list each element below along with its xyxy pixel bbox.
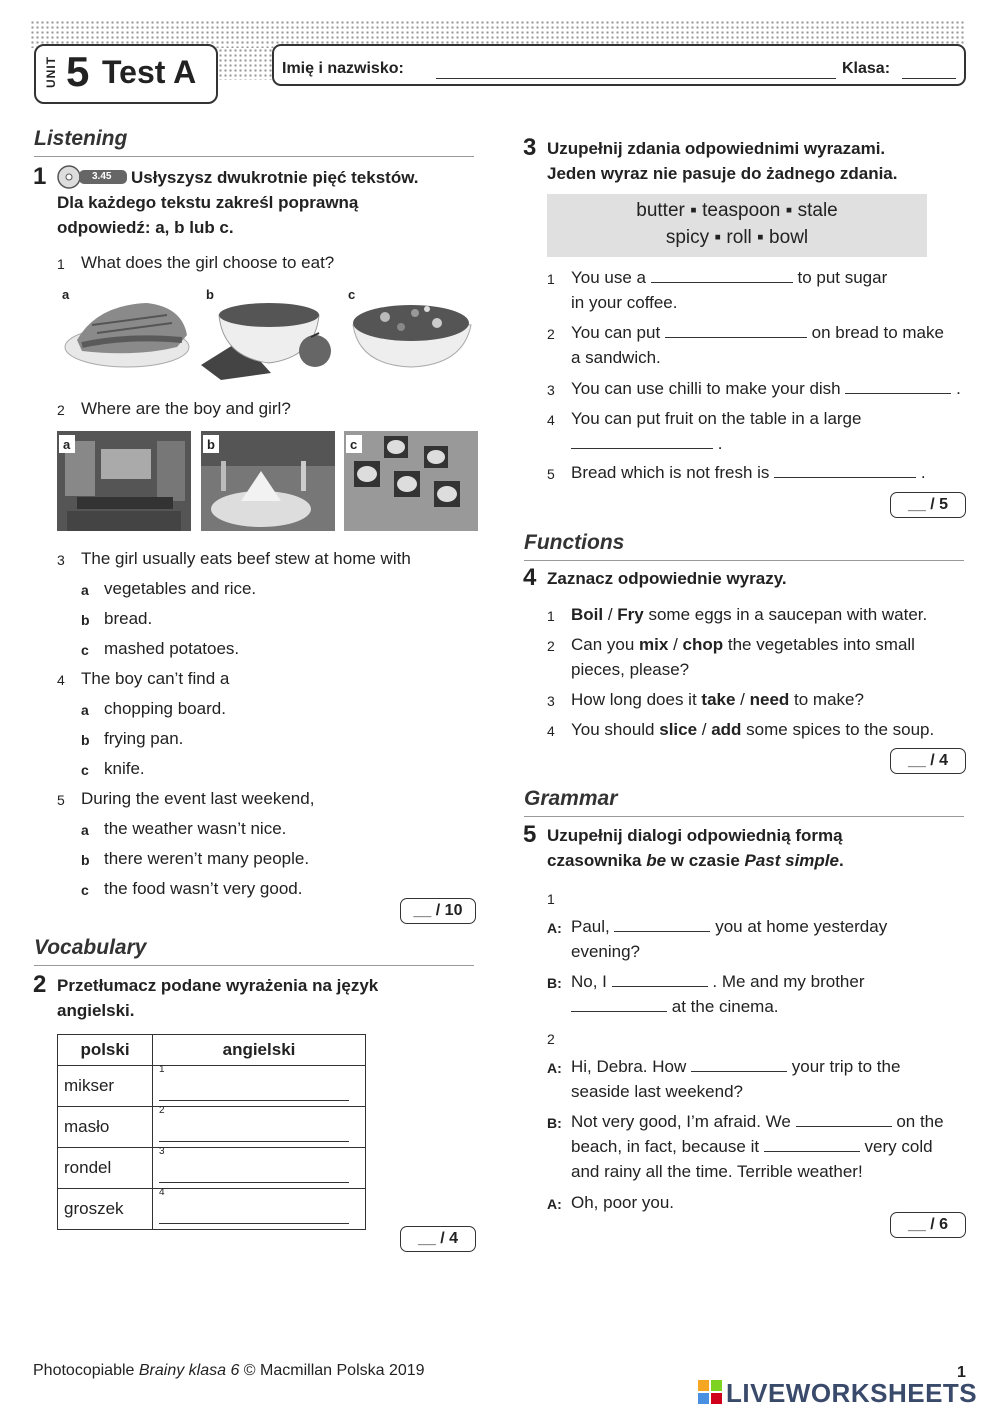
sentence-text: Can you bbox=[571, 635, 640, 654]
dialogue-line bbox=[571, 994, 779, 1019]
speaker-label: A: bbox=[547, 1196, 562, 1212]
option-text[interactable]: chopping board. bbox=[104, 699, 226, 718]
choice-word[interactable]: take bbox=[701, 690, 736, 709]
sentence bbox=[571, 460, 926, 485]
sentence-text: . bbox=[920, 463, 926, 482]
dialogue-number: 2 bbox=[547, 1031, 555, 1047]
answer-cell[interactable] bbox=[153, 1107, 366, 1148]
choice-word[interactable]: add bbox=[711, 720, 742, 739]
option-letter: b bbox=[81, 852, 90, 868]
dialogue-text: evening? bbox=[571, 942, 641, 961]
dining-table-photo[interactable] bbox=[344, 431, 478, 531]
exercise-number: 2 bbox=[33, 971, 47, 998]
footer-copyright bbox=[33, 1362, 425, 1380]
answer-blank[interactable] bbox=[774, 463, 916, 478]
option-letter: c bbox=[81, 882, 89, 898]
item-number: 2 bbox=[159, 1105, 165, 1116]
question-number: 2 bbox=[57, 402, 65, 418]
item-number: 4 bbox=[159, 1187, 165, 1198]
exercise-number: 4 bbox=[523, 564, 537, 591]
speaker-label: A: bbox=[547, 1060, 562, 1076]
answer-blank[interactable] bbox=[571, 434, 713, 449]
liveworksheets-logo-icon bbox=[698, 1380, 722, 1404]
item-number: 4 bbox=[547, 723, 555, 739]
exercise-number: 3 bbox=[523, 134, 537, 161]
option-letter: a bbox=[81, 822, 89, 838]
word-bank-line: butter ▪ teaspoon ▪ stale bbox=[636, 200, 838, 221]
answer-cell[interactable] bbox=[153, 1066, 366, 1107]
question-number: 5 bbox=[57, 792, 65, 808]
score-box: __ / 4 bbox=[890, 748, 966, 774]
unit-number: 5 bbox=[66, 48, 90, 95]
sentence-text: . bbox=[956, 379, 961, 398]
sentence bbox=[571, 265, 887, 290]
instruction-line: Jeden wyraz nie pasuje do żadnego zdania. bbox=[547, 164, 898, 183]
kitchen-photo[interactable] bbox=[57, 431, 191, 531]
choice-sentence bbox=[571, 687, 864, 712]
option-text[interactable]: mashed potatoes. bbox=[104, 639, 240, 658]
divider bbox=[524, 560, 964, 561]
instruction-line bbox=[547, 848, 844, 873]
track-number: 3.45 bbox=[92, 171, 112, 182]
answer-blank[interactable] bbox=[159, 1127, 349, 1142]
class-field[interactable] bbox=[902, 78, 956, 79]
sentence-text: to make? bbox=[789, 690, 864, 709]
item-number: 3 bbox=[159, 1146, 165, 1157]
photo-label: a bbox=[63, 437, 71, 452]
soup-photo[interactable] bbox=[201, 285, 337, 380]
sentence bbox=[571, 376, 961, 401]
choice-word[interactable]: Boil bbox=[571, 605, 604, 624]
question-text: The boy can’t find a bbox=[81, 669, 230, 688]
answer-blank[interactable] bbox=[614, 917, 710, 932]
section-listening: Listening bbox=[34, 127, 128, 150]
section-vocabulary: Vocabulary bbox=[34, 936, 147, 959]
sentence-text: You use a bbox=[571, 268, 646, 287]
question-number: 4 bbox=[57, 672, 65, 688]
instruction-text: w czasie bbox=[666, 851, 745, 870]
page-number: 1 bbox=[957, 1364, 966, 1381]
option-letter: a bbox=[81, 582, 89, 598]
choice-word[interactable]: mix bbox=[639, 635, 669, 654]
score-box: __ / 5 bbox=[890, 492, 966, 518]
option-letter: b bbox=[81, 732, 90, 748]
restaurant-photo[interactable] bbox=[201, 431, 335, 531]
answer-blank[interactable] bbox=[612, 972, 708, 987]
dialogue-text: Hi, Debra. How bbox=[571, 1057, 687, 1076]
table-row bbox=[58, 1189, 366, 1230]
sentence-text: You should bbox=[571, 720, 660, 739]
sentence-text: You can put bbox=[571, 323, 661, 342]
salad-photo[interactable] bbox=[345, 285, 477, 370]
option-letter: c bbox=[81, 642, 89, 658]
answer-cell[interactable] bbox=[153, 1148, 366, 1189]
footer-text: © Macmillan Polska 2019 bbox=[239, 1362, 425, 1379]
section-functions: Functions bbox=[524, 531, 625, 554]
option-text[interactable]: the food wasn’t very good. bbox=[104, 879, 303, 898]
answer-blank[interactable] bbox=[159, 1086, 349, 1101]
dialogue-text: and rainy all the time. Terrible weather! bbox=[571, 1162, 863, 1181]
item-number: 1 bbox=[159, 1064, 165, 1075]
answer-blank[interactable] bbox=[764, 1137, 860, 1152]
speaker-label: B: bbox=[547, 1115, 562, 1131]
separator: / bbox=[603, 605, 618, 624]
separator: / bbox=[668, 635, 683, 654]
dialogue-line bbox=[571, 969, 865, 994]
answer-blank[interactable] bbox=[796, 1112, 892, 1127]
choice-word[interactable]: Fry bbox=[617, 605, 644, 624]
sandwich-photo[interactable] bbox=[57, 285, 193, 375]
dialogue-text: Oh, poor you. bbox=[571, 1193, 675, 1212]
choice-word[interactable]: chop bbox=[682, 635, 724, 654]
sentence-text: You can use chilli to make your dish bbox=[571, 379, 841, 398]
dialogue-line bbox=[571, 914, 887, 939]
speaker-label: B: bbox=[547, 975, 562, 991]
sentence-text: some eggs in a saucepan with water. bbox=[643, 605, 928, 624]
question-text: During the event last weekend, bbox=[81, 789, 315, 808]
polish-word: masło bbox=[58, 1107, 153, 1148]
column-header: polski bbox=[58, 1035, 153, 1066]
name-field[interactable] bbox=[436, 78, 836, 79]
unit-badge bbox=[34, 44, 218, 104]
instruction-text: . bbox=[839, 851, 844, 870]
option-text[interactable]: bread. bbox=[104, 609, 153, 628]
instruction-line: Uzupełnij zdania odpowiednimi wyrazami. bbox=[547, 139, 886, 158]
dialogue-line bbox=[571, 1134, 933, 1159]
name-label: Imię i nazwisko: bbox=[282, 60, 404, 77]
class-label: Klasa: bbox=[842, 60, 891, 77]
word-bank-line: spicy ▪ roll ▪ bowl bbox=[665, 227, 809, 248]
separator: / bbox=[697, 720, 712, 739]
answer-blank[interactable] bbox=[845, 379, 951, 394]
score-box: __ / 6 bbox=[890, 1212, 966, 1238]
dialogue-text: No, I bbox=[571, 972, 607, 991]
item-number: 4 bbox=[547, 412, 555, 428]
option-text[interactable]: frying pan. bbox=[104, 729, 184, 748]
score-box: __ / 10 bbox=[400, 898, 476, 924]
dialogue-text: at the cinema. bbox=[671, 997, 779, 1016]
question-text: Where are the boy and girl? bbox=[81, 399, 291, 418]
sentence-text: the vegetables into small bbox=[723, 635, 915, 654]
choice-sentence bbox=[571, 632, 915, 657]
dialogue-text: on the bbox=[896, 1112, 944, 1131]
question-number: 3 bbox=[57, 552, 65, 568]
instruction-line: Dla każdego tekstu zakreśl poprawną bbox=[57, 193, 359, 212]
choice-sentence bbox=[571, 602, 927, 627]
dialogue-text: Not very good, I’m afraid. We bbox=[571, 1112, 791, 1131]
option-text[interactable]: knife. bbox=[104, 759, 145, 778]
divider bbox=[34, 156, 474, 157]
answer-blank[interactable] bbox=[651, 268, 793, 283]
sentence-text: You can put fruit on the table in a large bbox=[571, 409, 862, 428]
answer-blank[interactable] bbox=[571, 997, 667, 1012]
option-letter: b bbox=[81, 612, 90, 628]
dialogue-text: seaside last weekend? bbox=[571, 1082, 744, 1101]
instruction-line: angielski. bbox=[57, 1001, 135, 1020]
section-grammar: Grammar bbox=[524, 787, 618, 810]
item-number: 3 bbox=[547, 382, 555, 398]
answer-blank[interactable] bbox=[159, 1168, 349, 1183]
photo-label: a bbox=[62, 287, 70, 302]
answer-cell[interactable] bbox=[153, 1189, 366, 1230]
item-number: 3 bbox=[547, 693, 555, 709]
exercise-number: 5 bbox=[523, 821, 537, 848]
photo-label: c bbox=[348, 287, 356, 302]
instruction-text: be bbox=[646, 851, 667, 870]
table-row bbox=[58, 1148, 366, 1189]
score-box: __ / 4 bbox=[400, 1226, 476, 1252]
sentence-text: some spices to the soup. bbox=[741, 720, 935, 739]
test-title: Test A bbox=[102, 54, 197, 90]
footer-text: Brainy klasa 6 bbox=[138, 1362, 240, 1379]
dialogue-text: your trip to the bbox=[791, 1057, 901, 1076]
dialogue-text: Paul, bbox=[571, 917, 610, 936]
item-number: 2 bbox=[547, 326, 555, 342]
divider bbox=[524, 816, 964, 817]
separator: / bbox=[735, 690, 750, 709]
sentence-text: in your coffee. bbox=[571, 293, 678, 312]
instruction-line: Zaznacz odpowiednie wyrazy. bbox=[547, 569, 787, 588]
brand-logo[interactable]: LIVEWORKSHEETS bbox=[726, 1378, 978, 1408]
header-dots bbox=[218, 48, 278, 80]
speaker-label: A: bbox=[547, 920, 562, 936]
dialogue-text: beach, in fact, because it bbox=[571, 1137, 760, 1156]
option-letter: c bbox=[81, 762, 89, 778]
sentence-text: . bbox=[717, 434, 723, 453]
answer-blank[interactable] bbox=[691, 1057, 787, 1072]
sentence-text: on bread to make bbox=[811, 323, 944, 342]
unit-word: UNIT bbox=[44, 56, 58, 88]
question-number: 1 bbox=[57, 256, 65, 272]
choice-word[interactable]: need bbox=[749, 690, 790, 709]
item-number: 2 bbox=[547, 638, 555, 654]
sentence bbox=[571, 431, 722, 456]
item-number: 1 bbox=[547, 608, 555, 624]
polish-word: mikser bbox=[58, 1066, 153, 1107]
choice-sentence bbox=[571, 717, 934, 742]
instruction-text: Past simple bbox=[744, 851, 839, 870]
translation-table bbox=[57, 1034, 366, 1230]
sentence-text: Bread which is not fresh is bbox=[571, 463, 770, 482]
option-text[interactable]: there weren’t many people. bbox=[104, 849, 310, 868]
answer-blank[interactable] bbox=[665, 323, 807, 338]
word-bank bbox=[547, 194, 927, 257]
table-row bbox=[58, 1066, 366, 1107]
sentence-text: to put sugar bbox=[797, 268, 888, 287]
sentence bbox=[571, 320, 944, 345]
photo-label: c bbox=[350, 437, 358, 452]
instruction-line: Usłyszysz dwukrotnie pięć tekstów. bbox=[131, 168, 419, 187]
item-number: 5 bbox=[547, 466, 555, 482]
dialogue-line bbox=[571, 1109, 944, 1134]
polish-word: rondel bbox=[58, 1148, 153, 1189]
footer-text: Photocopiable bbox=[33, 1362, 139, 1379]
dialogue-text: . Me and my brother bbox=[712, 972, 865, 991]
photo-label: b bbox=[207, 437, 215, 452]
dialogue-text: very cold bbox=[864, 1137, 933, 1156]
answer-blank[interactable] bbox=[159, 1209, 349, 1224]
sentence-text: pieces, please? bbox=[571, 660, 690, 679]
sentence-text: How long does it bbox=[571, 690, 702, 709]
exercise-number: 1 bbox=[33, 163, 47, 190]
option-letter: a bbox=[81, 702, 89, 718]
choice-word[interactable]: slice bbox=[659, 720, 698, 739]
option-text[interactable]: the weather wasn’t nice. bbox=[104, 819, 287, 838]
question-text: The girl usually eats beef stew at home with bbox=[81, 549, 411, 568]
photo-label: b bbox=[206, 287, 214, 302]
instruction-line: Uzupełnij dialogi odpowiednią formą bbox=[547, 826, 843, 845]
polish-word: groszek bbox=[58, 1189, 153, 1230]
instruction-text: czasownika bbox=[547, 851, 647, 870]
column-header: angielski bbox=[153, 1035, 366, 1066]
instruction-line: odpowiedź: a, b lub c. bbox=[57, 218, 234, 237]
name-box bbox=[272, 44, 966, 86]
option-text[interactable]: vegetables and rice. bbox=[104, 579, 257, 598]
dialogue-line bbox=[571, 1054, 900, 1079]
divider bbox=[34, 965, 474, 966]
question-text: What does the girl choose to eat? bbox=[81, 253, 335, 272]
item-number: 1 bbox=[547, 271, 555, 287]
sentence-text: a sandwich. bbox=[571, 348, 661, 367]
dialogue-text: you at home yesterday bbox=[715, 917, 888, 936]
instruction-line: Przetłumacz podane wyrażenia na język bbox=[57, 976, 379, 995]
dialogue-number: 1 bbox=[547, 891, 555, 907]
table-row bbox=[58, 1107, 366, 1148]
